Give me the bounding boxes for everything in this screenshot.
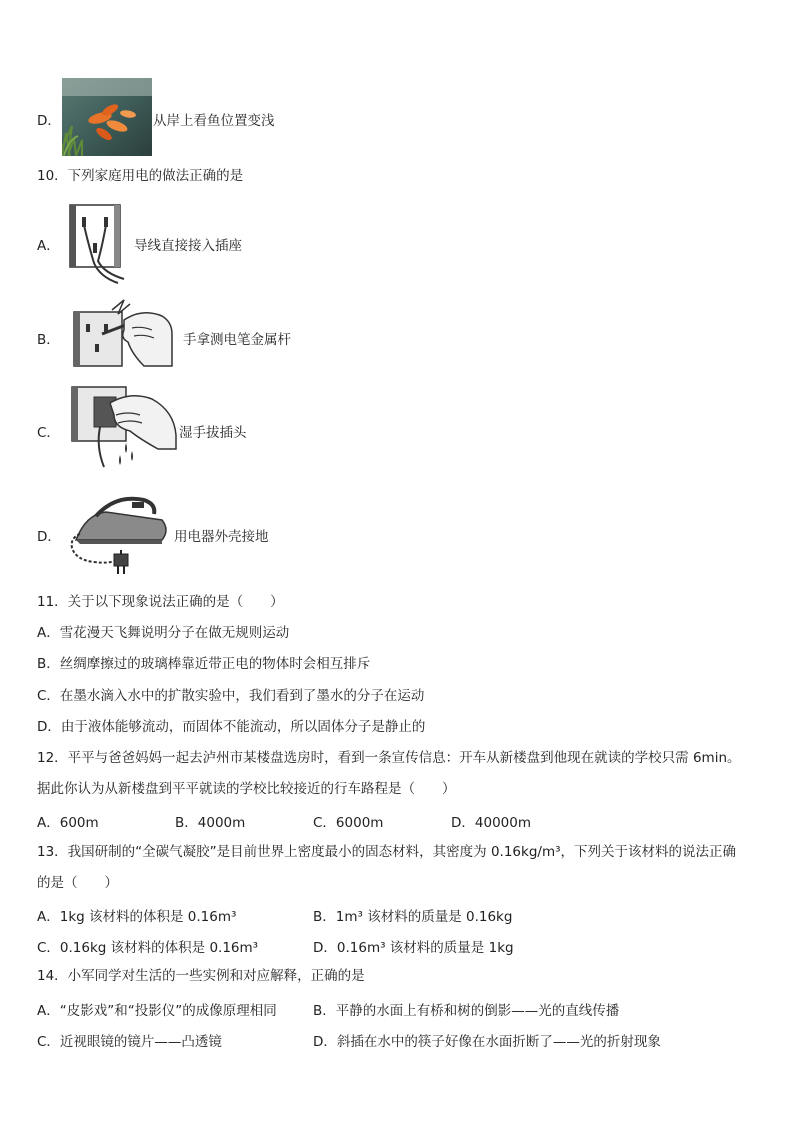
q9-option-d-letter: D． (37, 113, 61, 129)
q13-option-a: A．1kg 该材料的体积是 0.16m³ (37, 909, 237, 925)
socket-with-wires-image (68, 203, 130, 287)
q13-stem-line1: 13．我国研制的“全碳气凝胶”是目前世界上密度最小的固态材料，其密度为 0.16kg/m³，下列关于该材料的说法正确 (37, 844, 737, 860)
q13-option-d: D．0.16m³ 该材料的质量是 1kg (313, 940, 514, 956)
grounded-iron-image (66, 490, 170, 580)
q14-option-a: A．“皮影戏”和“投影仪”的成像原理相同 (37, 1003, 277, 1019)
q14-stem: 14．小军同学对生活的一些实例和对应解释，正确的是 (37, 968, 365, 984)
q13-option-c: C．0.16kg 该材料的体积是 0.16m³ (37, 940, 259, 956)
q12-option-d: D．40000m (451, 815, 531, 831)
q12-stem-line1: 12．平平与爸爸妈妈一起去泸州市某楼盘选房时，看到一条宣传信息：开车从新楼盘到他现在就读的学校只需 6min。 (37, 750, 741, 766)
q10-stem: 10．下列家庭用电的做法正确的是 (37, 168, 244, 184)
q10-option-b-text: 手拿测电笔金属杆 (183, 332, 291, 348)
q11-stem: 11．关于以下现象说法正确的是（ ） (37, 594, 284, 610)
koi-fish-pond-image (62, 78, 152, 156)
hand-holding-test-pen-image (72, 298, 176, 370)
q10-option-a-letter: A． (37, 238, 60, 254)
q14-options-row2 (37, 1030, 661, 1050)
q14-option-d: D．斜插在水中的筷子好像在水面折断了——光的折射现象 (313, 1034, 661, 1050)
q12-stem-line2: 据此你认为从新楼盘到平平就读的学校比较接近的行车路程是（ ） (37, 781, 456, 797)
q10-option-d-letter: D． (37, 529, 61, 545)
q10-option-a-text: 导线直接接入插座 (134, 238, 242, 254)
q14-options-row1 (37, 999, 619, 1019)
wet-hand-unplugging-image (70, 385, 180, 469)
q14-option-b: B．平静的水面上有桥和树的倒影——光的直线传播 (313, 1003, 620, 1019)
q14-option-c: C．近视眼镜的镜片——凸透镜 (37, 1034, 222, 1050)
q10-option-b-letter: B． (37, 332, 60, 348)
q12-option-a: A．600m (37, 815, 99, 831)
q12-option-b: B．4000m (175, 815, 246, 831)
q13-option-b: B．1m³ 该材料的质量是 0.16kg (313, 909, 513, 925)
q13-stem-line2: 的是（ ） (37, 875, 118, 891)
q11-option-b: B．丝绸摩擦过的玻璃棒靠近带正电的物体时会相互排斥 (37, 656, 371, 672)
q10-option-c-text: 湿手拔插头 (179, 425, 247, 441)
q12-options (37, 811, 589, 831)
q10-option-d-text: 用电器外壳接地 (174, 529, 269, 545)
q11-option-d: D．由于液体能够流动，而固体不能流动，所以固体分子是静止的 (37, 719, 426, 735)
q11-option-c: C．在墨水滴入水中的扩散实验中，我们看到了墨水的分子在运动 (37, 688, 425, 704)
q10-option-c-letter: C． (37, 425, 60, 441)
q11-option-a: A．雪花漫天飞舞说明分子在做无规则运动 (37, 625, 290, 641)
q9-option-d-text: 从岸上看鱼位置变浅 (153, 113, 275, 129)
q12-option-c: C．6000m (313, 815, 384, 831)
q13-options-row2 (37, 936, 514, 956)
q13-options-row1 (37, 905, 512, 925)
